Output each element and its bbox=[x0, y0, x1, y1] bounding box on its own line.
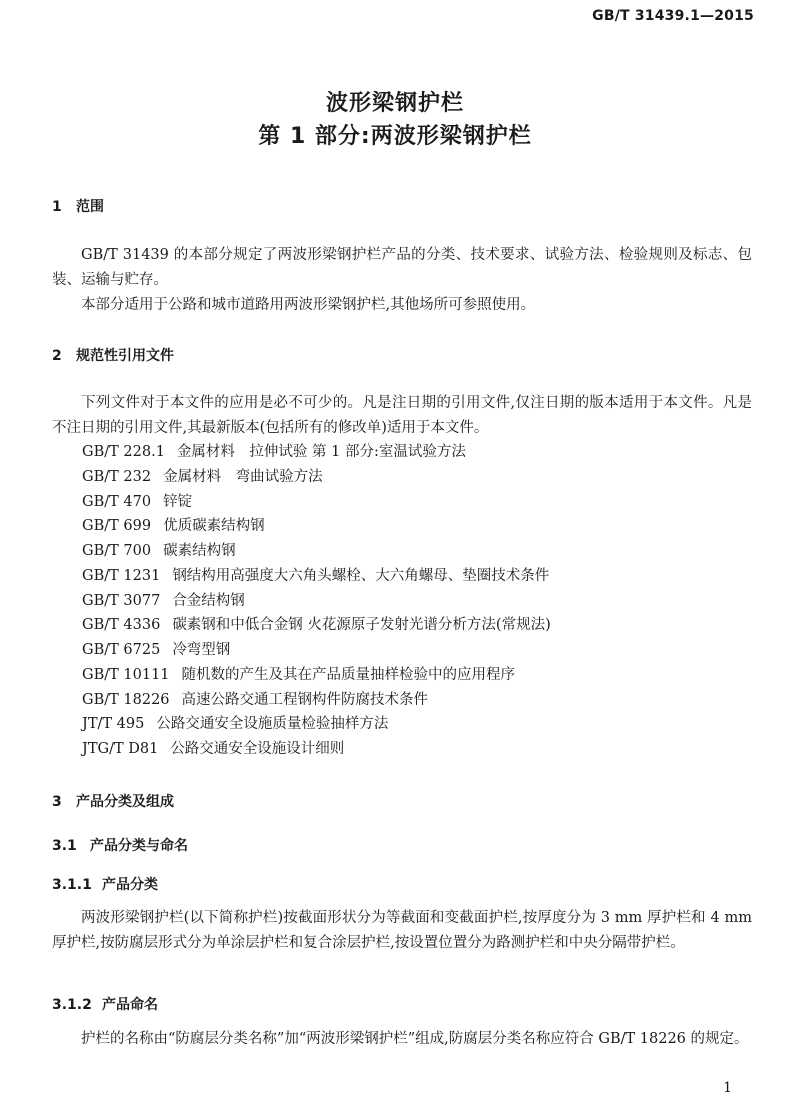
reference-code: GB/T 4336 bbox=[82, 617, 161, 634]
reference-item bbox=[82, 638, 551, 663]
reference-title: 冷弯型钢 bbox=[172, 642, 231, 658]
reference-code: GB/T 6725 bbox=[82, 642, 161, 658]
reference-title: 锌锭 bbox=[163, 493, 193, 510]
section-3-heading bbox=[52, 791, 174, 811]
reference-code: GB/T 10111 bbox=[82, 666, 170, 683]
document-title: 波形梁钢护栏 bbox=[325, 91, 464, 116]
reference-code: GB/T 1231 bbox=[82, 567, 161, 584]
reference-title: 公路交通安全设施设计细则 bbox=[170, 741, 345, 757]
reference-code: JT/T 495 bbox=[82, 716, 145, 733]
section-title: 范围 bbox=[76, 199, 104, 215]
reference-title: 碳素结构钢 bbox=[163, 543, 236, 559]
section-3-1-2-heading bbox=[52, 994, 158, 1014]
section-number: 3.1 bbox=[52, 838, 77, 854]
section-title: 产品分类及组成 bbox=[76, 794, 174, 810]
reference-code: GB/T 470 bbox=[82, 493, 152, 510]
reference-title: 随机数的产生及其在产品质量抽样检验中的应用程序 bbox=[181, 666, 516, 683]
reference-title: 公路交通安全设施质量检验抽样方法 bbox=[156, 716, 389, 733]
section-title: 产品分类 bbox=[102, 877, 158, 893]
reference-item bbox=[82, 688, 551, 713]
reference-title: 高速公路交通工程钢构件防腐技术条件 bbox=[181, 691, 429, 708]
scope-paragraph-1: GB/T 31439 的本部分规定了两波形梁钢护栏产品的分类、技术要求、试验方法、检验规则及标志、包装、运输与贮存。 bbox=[52, 247, 752, 288]
reference-item bbox=[82, 440, 551, 465]
section-number: 1 bbox=[52, 199, 62, 215]
reference-code: JTG/T D81 bbox=[82, 741, 159, 757]
reference-code: GB/T 18226 bbox=[82, 691, 170, 708]
section-title: 产品分类与命名 bbox=[90, 838, 188, 854]
section-title: 产品命名 bbox=[102, 997, 158, 1013]
document-subtitle: 第 1 部分:两波形梁钢护栏 bbox=[258, 124, 532, 149]
reference-title: 优质碳素结构钢 bbox=[163, 518, 265, 535]
reference-title: 金属材料 弯曲试验方法 bbox=[163, 468, 323, 485]
reference-title: 合金结构钢 bbox=[172, 592, 245, 609]
section-number: 3 bbox=[52, 794, 62, 810]
page-number: 1 bbox=[723, 1080, 732, 1096]
reference-title: 金属材料 拉伸试验 第 1 部分:室温试验方法 bbox=[176, 444, 466, 460]
reference-item bbox=[82, 539, 551, 564]
classification-paragraph: 两波形梁钢护栏(以下简称护栏)按截面形状分为等截面和变截面护栏,按厚度分为 3 mm 厚护栏和 4 mm 厚护栏,按防腐层形式分为单涂层护栏和复合涂层护栏,按设置位置分为路测护栏和中央分隔带护栏。 bbox=[52, 910, 752, 951]
reference-code: GB/T 3077 bbox=[82, 592, 161, 609]
reference-code: GB/T 228.1 bbox=[82, 444, 165, 460]
reference-title: 钢结构用高强度大六角头螺栓、大六角螺母、垫圈技术条件 bbox=[172, 567, 550, 584]
reference-code: GB/T 699 bbox=[82, 518, 152, 535]
section-number: 2 bbox=[52, 348, 62, 364]
section-1-heading bbox=[52, 196, 104, 216]
section-3-1-1-heading bbox=[52, 874, 158, 894]
section-3-1-heading bbox=[52, 835, 188, 855]
reference-item bbox=[82, 663, 551, 688]
scope-paragraph-2: 本部分适用于公路和城市道路用两波形梁钢护栏,其他场所可参照使用。 bbox=[81, 297, 536, 313]
reference-item bbox=[82, 613, 551, 638]
reference-code: GB/T 232 bbox=[82, 468, 152, 485]
reference-item bbox=[82, 564, 551, 589]
reference-item bbox=[82, 737, 551, 762]
section-number: 3.1.1 bbox=[52, 877, 92, 893]
section-title: 规范性引用文件 bbox=[76, 348, 174, 364]
section-2-heading bbox=[52, 345, 174, 365]
naming-paragraph: 护栏的名称由“防腐层分类名称”加“两波形梁钢护栏”组成,防腐层分类名称应符合 GB/T 18226 的规定。 bbox=[81, 1031, 749, 1047]
reference-item bbox=[82, 589, 551, 614]
reference-list bbox=[82, 440, 551, 762]
reference-item bbox=[82, 490, 551, 515]
section-number: 3.1.2 bbox=[52, 997, 92, 1013]
standard-code: GB/T 31439.1—2015 bbox=[592, 8, 754, 24]
reference-title: 碳素钢和中低合金钢 火花源原子发射光谱分析方法(常规法) bbox=[172, 617, 551, 634]
reference-item bbox=[82, 465, 551, 490]
reference-item bbox=[82, 712, 551, 737]
references-intro-paragraph: 下列文件对于本文件的应用是必不可少的。凡是注日期的引用文件,仅注日期的版本适用于本文件。凡是不注日期的引用文件,其最新版本(包括所有的修改单)适用于本文件。 bbox=[52, 395, 752, 436]
reference-item bbox=[82, 514, 551, 539]
reference-code: GB/T 700 bbox=[82, 543, 152, 559]
